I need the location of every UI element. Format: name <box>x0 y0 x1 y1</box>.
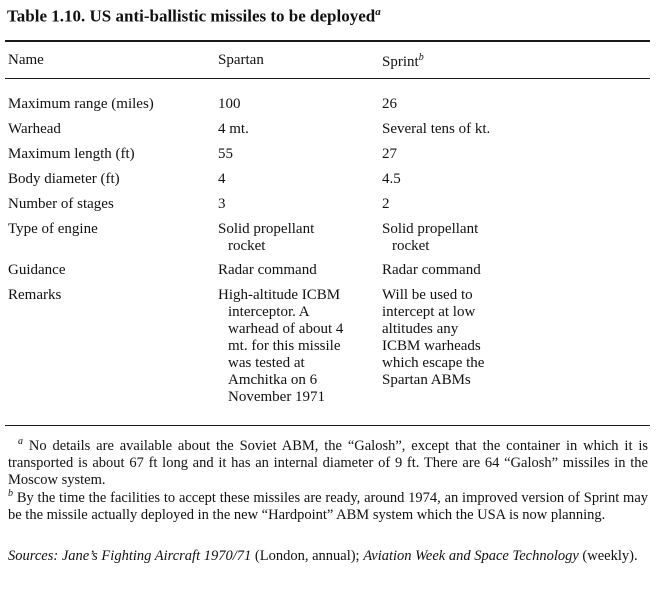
row-label: Number of stages <box>8 196 114 212</box>
spartan-cell: 4 <box>218 171 226 187</box>
sprint-cell: 26 <box>382 96 397 112</box>
sprint-footnote-marker: b <box>418 52 424 63</box>
footnote-marker: b <box>8 488 13 499</box>
title-footnote-marker: a <box>375 6 381 18</box>
sprint-cell: 4.5 <box>382 171 401 187</box>
row-label: Remarks <box>8 287 62 303</box>
spartan-cell: Solid propellant rocket <box>218 221 315 254</box>
table-title: Table 1.10. US anti-ballistic missiles to be deployed$^a$ <box>7 6 381 26</box>
row-label: Maximum range (miles) <box>8 96 154 112</box>
row-label: Guidance <box>8 262 66 278</box>
top-rule <box>5 40 650 42</box>
spartan-cell: 4 mt. <box>218 121 249 137</box>
bottom-rule <box>5 425 650 426</box>
source-title: Aviation Week and Space Technology <box>363 548 579 564</box>
sources-label: Sources: <box>8 548 59 564</box>
footnote-a: $^a$ No details are available about the Soviet ABM, the “Galosh”, except that the container in which it is transported is about 67 ft long and it has an internal diameter of 9 ft. There are 64 “Galosh” missiles in the Moscow system. <box>8 436 649 488</box>
row-label: Type of engine <box>8 221 98 237</box>
footnote-b: $^b$ By the time the facilities to accept these missiles are ready, around 1974, an improved version of Sprint may be the missile actually deployed in the new “Hardpoint” ABM system which the USA is now planning. <box>8 488 649 523</box>
sprint-cell: Solid propellant rocket <box>382 221 479 254</box>
sprint-cell: Radar command <box>382 262 481 278</box>
column-header-sprint: Sprint$^b$ <box>382 52 424 70</box>
footnote-marker: a <box>18 436 23 447</box>
spartan-cell: 55 <box>218 146 233 162</box>
header-rule <box>5 78 650 79</box>
spartan-cell: 100 <box>218 96 241 112</box>
row-label: Maximum length (ft) <box>8 146 135 162</box>
sprint-cell: Several tens of kt. <box>382 121 491 137</box>
spartan-cell: Radar command <box>218 262 317 278</box>
row-label: Warhead <box>8 121 61 137</box>
sprint-cell: 2 <box>382 196 390 212</box>
column-header-name: Name <box>8 52 44 68</box>
sprint-cell: 27 <box>382 146 397 162</box>
source-title: Jane’s Fighting Aircraft 1970/71 <box>61 548 252 564</box>
row-label: Body diameter (ft) <box>8 171 120 187</box>
spartan-cell: High-altitude ICBM interceptor. A warhead of about 4 mt. for this missile was tested at Amchitka on 6 November 1971 <box>218 287 344 405</box>
column-header-spartan: Spartan <box>218 52 264 68</box>
sprint-cell: Will be used to intercept at low altitudes any ICBM warheads which escape the Spartan ABMs <box>382 287 485 388</box>
spartan-cell: 3 <box>218 196 226 212</box>
sources-note: Sources: Jane’s Fighting Aircraft 1970/71 (London, annual); Aviation Week and Space Technology (weekly). <box>8 548 638 564</box>
